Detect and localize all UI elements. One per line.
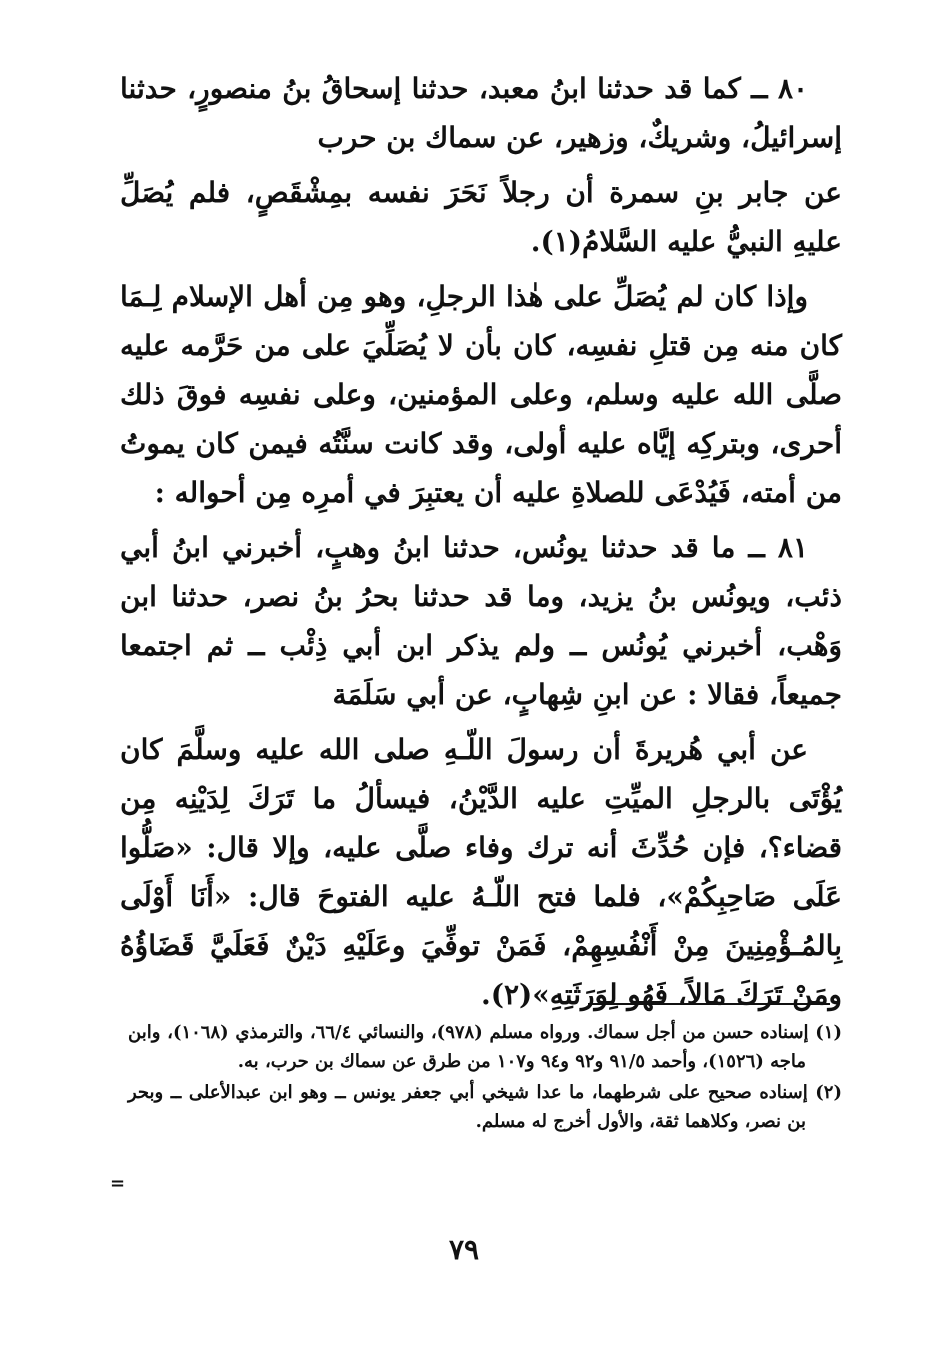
footnote-1: (١) إسناده حسن من أجل سماك. ورواه مسلم (٩٧٨)، والنسائي ٦٦/٤، والترمذي (١٠٦٨)، وابن ماجه (١٥٢٦)، وأحمد ٩١/٥ و٩٢ و٩٤ و١٠٧ من طرق عن سماك بن حرب، به. <box>128 1022 842 1072</box>
commentary-paragraph: وإذا كان لم يُصَلِّ على هٰذا الرجلِ، وهو مِن أهل الإسلام لِـمَا كان منه مِن قتلِ نفسِه، كان بأن لا يُصَلِّيَ على من حَرَّمه عليه صلَّى الله عليه وسلم، وعلى المؤمنين، وعلى نفسِه فوقَ ذلك أحرى، وبتركِه إيَّاه عليه أولى، وقد كانت سنَّتُه فيمن كان يموتُ من أمته، فَيُدْعَى للصلاةِ عليه أن يعتبِرَ في أمرِه مِن أحواله : <box>120 280 842 509</box>
main-text <box>120 64 842 1025</box>
footnotes <box>128 1018 842 1138</box>
footnote-separator <box>588 1003 830 1005</box>
footnote-2: (٢) إسناده صحيح على شرطهما، ما عدا شيخي أبي جعفر يونس ــ وهو ابن عبدالأعلى ــ وبحر بن نصر، وكلاهما ثقة، والأول أخرج له مسلم. <box>128 1082 842 1132</box>
hadith-81-matn: عن أبي هُريرةَ أن رسولَ اللّـهِ صلى الله عليه وسلَّمَ كان يُؤْتَى بالرجلِ الميِّتِ عليه الدَّيْنُ، فيسألُ ما تَرَكَ لِدَيْنِه مِن قضاء؟، فإن حُدِّثَ أنه ترك وفاء صلَّى عليه، وإلا قال: «صَلُّوا عَلَى صَاحِبِكُمْ»، فلما فتح اللّـهُ عليه الفتوحَ قال: «أَنَا أَوْلَى بِالمُـؤْمِنِينَ مِنْ أَنْفُسِهِمْ، فَمَنْ توفِّيَ وعَلَيْهِ دَيْنٌ فَعَلَيَّ قَضَاؤُهُ ومَنْ تَرَكَ مَالاً، فَهُو لِوَرَثَتِهِ»(٢). <box>120 733 842 1011</box>
hadith-80-matn: عن جابر بنِ سمرة أن رجلاً نَحَرَ نفسه بمِشْقَصٍ، فلم يُصَلِّ عليهِ النبيُّ عليه السَّلامُ(١). <box>120 176 842 258</box>
page-number: ٧٩ <box>448 1233 480 1266</box>
continuation-mark: = <box>110 1173 126 1194</box>
hadith-80-isnad: ٨٠ ــ كما قد حدثنا ابنُ معبد، حدثنا إسحاقُ بنُ منصورٍ، حدثنا إسرائيلُ، وشريكٌ، وزهير، عن سماك بن حرب <box>120 72 842 154</box>
hadith-81-isnad: ٨١ ــ ما قد حدثنا يونُس، حدثنا ابنُ وهبٍ، أخبرني ابنُ أبي ذئب، ويونُس بنُ يزيد، وما قد حدثنا بحرُ بنُ نصر، حدثنا ابن وَهْب، أخبرني يُونُس ــ ولم يذكر ابن أبي ذِئْب ــ ثم اجتمعا جميعاً، فقالا : عن ابنِ شِهابٍ، عن أبي سَلَمَة <box>120 531 842 711</box>
